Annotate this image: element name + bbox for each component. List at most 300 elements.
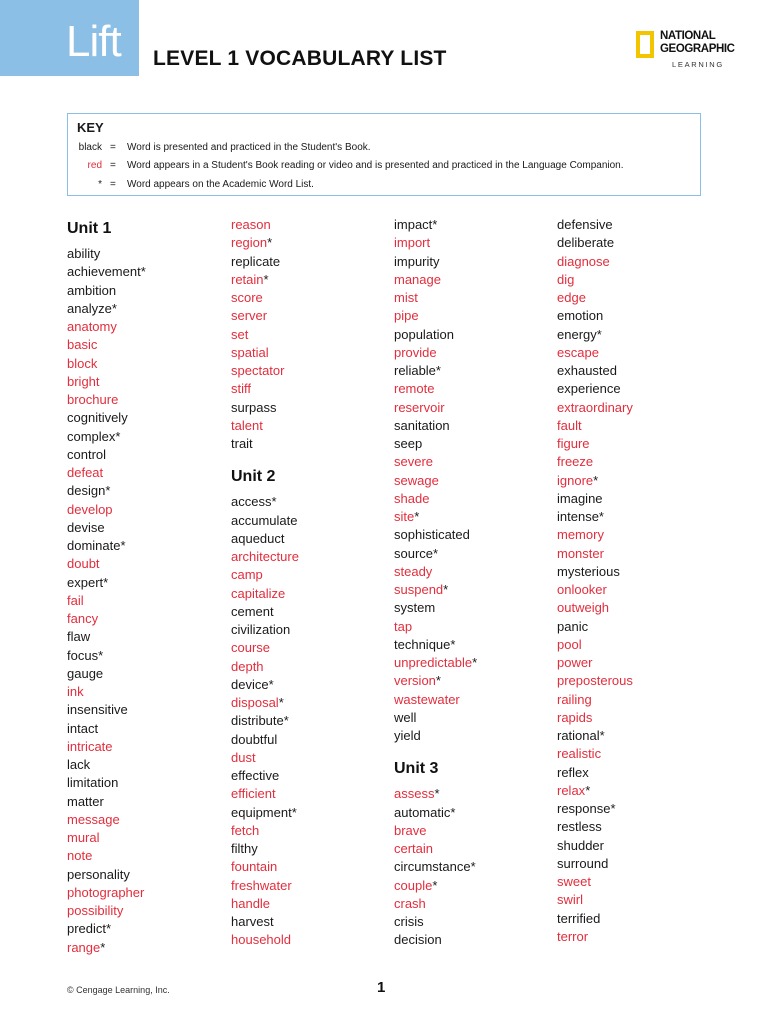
vocab-word [231,435,391,453]
vocab-word [557,399,717,417]
vocab-word-text: reflex [557,764,589,780]
vocab-word-text: diagnose [557,253,610,269]
vocab-word [557,727,717,745]
vocab-word [557,745,717,763]
vocab-word-text: panic [557,618,589,634]
vocab-word-text: efficient [231,786,276,802]
vocab-word-text: handle [231,895,271,911]
vocab-word-text: surround [557,855,609,871]
vocab-word-text: matter [67,793,104,809]
vocab-word [394,380,554,398]
vocab-word [394,804,554,822]
vocab-word [557,764,717,782]
vocab-word [394,785,554,803]
vocab-word [231,822,391,840]
vocab-word-text: course [231,640,271,656]
vocab-word-text: focus [67,647,99,663]
vocab-word-text: complex [67,428,116,444]
vocab-word [67,464,227,482]
vocab-word [557,326,717,344]
vocab-word [231,858,391,876]
vocab-word-text: restless [557,819,602,835]
academic-word-asterisk: * [414,509,420,524]
vocab-word [67,446,227,464]
vocab-word-text: replicate [231,253,281,269]
vocab-word [67,683,227,701]
vocab-word-text: possibility [67,903,124,918]
vocab-word-text: version [394,673,436,689]
copyright-notice: © Cengage Learning, Inc. [67,985,170,995]
vocab-word-text: suspend [394,582,444,597]
vocab-word-text: exhausted [557,363,617,378]
vocab-word [394,399,554,417]
vocab-word [231,840,391,858]
vocab-word [231,676,391,694]
vocab-word [394,709,554,727]
academic-word-asterisk: * [105,483,111,499]
vocab-word-text: shade [394,490,430,506]
vocab-column-1 [67,216,227,957]
vocab-word [231,362,391,380]
vocab-word-text: relax [557,782,586,798]
academic-word-asterisk: * [291,804,297,820]
vocab-word [394,526,554,544]
vocab-word [67,263,227,281]
vocab-word [231,603,391,621]
vocab-word-text: region [231,235,268,251]
vocab-word [394,490,554,508]
vocab-word [394,877,554,895]
vocab-word [67,847,227,865]
vocab-word-text: crash [394,895,426,911]
vocab-word-text: impurity [394,253,440,269]
vocab-word-text: brochure [67,392,119,407]
vocab-word-text: outweigh [557,600,610,616]
vocab-word [394,344,554,362]
vocab-word [557,344,717,362]
vocab-word [67,373,227,391]
lift-logo-text: Lift [66,17,121,66]
unit-heading: Unit 1 [67,220,112,237]
academic-word-asterisk: * [596,326,602,342]
vocab-word-text: range [67,939,101,955]
vocab-word [557,654,717,672]
vocab-word-text: lack [67,757,91,772]
vocab-word-text: rapids [557,709,593,725]
vocab-word-text: site [394,509,415,524]
vocab-word [231,417,391,435]
vocab-word-text: cement [231,603,274,619]
vocab-word-text: control [67,446,107,462]
vocab-word [557,672,717,690]
vocab-word [394,913,554,931]
academic-word-asterisk: * [120,538,126,553]
vocab-word-text: well [394,709,417,725]
vocab-word [231,512,391,530]
vocab-word [394,453,554,471]
vocab-word-text: impact [394,217,433,232]
vocab-word [557,271,717,289]
vocab-word-text: spatial [231,344,269,360]
vocab-word-text: imagine [557,490,603,506]
vocab-word [231,289,391,307]
vocab-word [557,636,717,654]
vocab-word-text: circumstance [394,859,471,875]
page-number: 1 [377,979,386,996]
vocab-word-text: shudder [557,837,604,853]
vocab-word [231,548,391,566]
vocab-word-text: reliable [394,363,436,378]
vocab-word-text: steady [394,563,433,579]
vocab-word-text: mural [67,830,100,845]
vocab-word [394,271,554,289]
vocab-word [231,804,391,822]
vocab-word [231,566,391,584]
vocab-word-text: ignore [557,472,594,488]
vocab-word-text: automatic [394,804,451,820]
vocab-word-text: dig [557,271,575,287]
vocab-word-text: reason [231,217,271,232]
key-title: KEY [77,120,104,135]
vocab-word [231,380,391,398]
vocab-word-text: yield [394,728,421,743]
vocab-word-text: cognitively [67,410,128,426]
vocab-word-text: note [67,848,93,864]
vocab-word-text: trait [231,436,253,451]
vocab-word [557,435,717,453]
vocab-word [557,526,717,544]
vocab-word [557,800,717,818]
vocab-word-text: bright [67,373,100,389]
vocab-word-text: realistic [557,746,602,762]
academic-word-asterisk: * [271,494,277,510]
vocab-word [67,793,227,811]
vocab-word [394,931,554,949]
vocab-word-text: reservoir [394,399,445,415]
academic-word-asterisk: * [432,217,438,232]
vocab-word-text: analyze [67,300,112,316]
vocab-word [394,472,554,490]
vocab-word-text: rational [557,728,600,743]
academic-word-asterisk: * [267,235,273,251]
vocab-word-text: server [231,308,268,324]
vocab-word-text: flaw [67,629,91,645]
vocab-word [67,829,227,847]
academic-word-asterisk: * [593,472,599,488]
vocab-word-text: sophisticated [394,527,470,543]
vocab-word [394,672,554,690]
vocab-word [557,417,717,435]
vocab-word-text: manage [394,271,441,287]
vocab-word [231,895,391,913]
vocab-word-text: photographer [67,884,145,900]
vocab-word [67,884,227,902]
academic-word-asterisk: * [585,782,591,798]
vocab-word [67,537,227,555]
vocab-word-text: ability [67,246,101,261]
academic-word-asterisk: * [434,786,440,802]
vocab-word [557,581,717,599]
vocab-word [394,216,554,234]
vocab-word [67,428,227,446]
unit-heading: Unit 2 [231,468,276,486]
vocab-word-text: architecture [231,549,299,564]
vocab-word [557,545,717,563]
vocab-word [231,767,391,785]
vocab-column-3 [394,216,554,950]
vocab-word-text: defensive [557,217,613,232]
vocab-word-text: railing [557,691,592,707]
vocab-word-text: mist [394,290,418,305]
vocab-word-text: source [394,545,434,561]
vocab-word [231,931,391,949]
vocab-word-text: aqueduct [231,530,285,546]
academic-word-asterisk: * [100,939,106,955]
vocab-word-text: set [231,326,249,342]
vocab-word-text: intense [557,509,599,524]
key-label: red [87,160,102,171]
vocab-word-text: defeat [67,465,104,480]
vocab-word [67,811,227,829]
logo-subtitle: LEARNING [672,60,724,69]
vocab-word [557,782,717,800]
vocab-word [557,253,717,271]
vocab-word [394,435,554,453]
vocab-word [557,453,717,471]
key-description: Word is presented and practiced in the Student's Book. [127,142,371,153]
vocab-word-text: decision [394,932,442,948]
vocab-word-text: surpass [231,399,277,415]
vocab-word-text: tap [394,618,413,634]
vocab-word [557,837,717,855]
vocab-word-text: personality [67,866,130,882]
logo-name: NATIONAL GEOGRAPHIC [660,30,735,55]
academic-word-asterisk: * [140,264,146,280]
vocab-word-text: device [231,676,269,692]
vocab-word-text: ink [67,684,84,699]
academic-word-asterisk: * [599,728,605,743]
vocab-word [394,727,554,745]
vocab-word [67,628,227,646]
vocab-word-text: monster [557,545,604,561]
vocab-word-text: household [231,932,291,948]
vocab-word-text: spectator [231,363,285,378]
vocab-word [557,216,717,234]
vocab-word-text: terrified [557,910,601,926]
vocab-word [557,234,717,252]
vocab-word [67,482,227,500]
vocab-word [557,362,717,380]
vocab-word-text: unpredictable [394,655,473,670]
vocab-word [557,289,717,307]
vocab-word-text: message [67,811,120,827]
vocab-word-text: fail [67,592,84,608]
vocab-word-text: intricate [67,738,113,754]
academic-word-asterisk: * [470,859,476,875]
national-geographic-logo [634,30,744,72]
vocab-word [231,694,391,712]
vocab-word-text: certain [394,841,434,856]
vocab-word-text: doubt [67,556,100,572]
vocab-word-text: filthy [231,841,258,856]
vocab-word-text: freeze [557,454,594,470]
vocab-word [231,234,391,252]
vocab-word-text: ambition [67,282,117,298]
vocab-word [67,282,227,300]
vocab-word [394,840,554,858]
academic-word-asterisk: * [278,695,284,710]
vocab-word [394,822,554,840]
vocab-word [231,216,391,234]
vocab-word-text: intact [67,720,99,736]
vocab-word-text: wastewater [394,691,460,707]
vocab-word-text: access [231,494,272,510]
vocab-word-text: terror [557,928,589,944]
vocab-word [67,756,227,774]
vocab-word-text: expert [67,574,104,590]
vocab-word-text: crisis [394,914,424,929]
page-title: LEVEL 1 VOCABULARY LIST [153,47,447,70]
vocab-word-text: insensitive [67,702,128,718]
vocab-word-text: energy [557,326,597,342]
vocab-word-text: response [557,801,611,816]
vocab-word-text: gauge [67,665,104,681]
vocab-word-text: basic [67,337,98,353]
vocab-word [67,574,227,592]
vocab-word [67,519,227,537]
vocab-word-text: anatomy [67,319,117,334]
vocab-word-text: technique [394,636,451,652]
vocab-word [67,610,227,628]
vocab-word [231,639,391,657]
academic-word-asterisk: * [472,655,478,670]
vocab-word [67,555,227,573]
key-equals: = [110,179,116,190]
academic-word-asterisk: * [115,428,121,444]
academic-word-asterisk: * [103,574,109,590]
vocab-word [557,490,717,508]
academic-word-asterisk: * [443,582,449,597]
vocab-word-text: talent [231,417,263,433]
vocab-word-text: onlooker [557,582,607,597]
vocab-word [394,326,554,344]
vocab-word [557,855,717,873]
academic-word-asterisk: * [106,921,112,937]
vocab-word [557,563,717,581]
academic-word-asterisk: * [111,300,117,316]
vocab-word-text: design [67,483,106,499]
vocab-word-text: score [231,290,263,305]
vocab-word [67,738,227,756]
vocab-word-text: deliberate [557,235,615,251]
vocab-word [231,731,391,749]
vocab-word [394,545,554,563]
vocab-word [67,409,227,427]
academic-word-asterisk: * [263,271,269,287]
vocab-word [231,658,391,676]
vocab-word-text: memory [557,527,604,543]
vocab-word-text: severe [394,454,434,470]
vocab-word-text: disposal [231,695,279,710]
vocab-word [394,417,554,435]
vocab-word-text: fetch [231,822,260,838]
vocab-word-text: camp [231,567,263,583]
key-equals: = [110,142,116,153]
academic-word-asterisk: * [432,877,438,893]
vocab-word [231,749,391,767]
vocab-word [394,858,554,876]
vocab-column-4 [557,216,717,946]
academic-word-asterisk: * [268,676,274,692]
vocab-word [231,253,391,271]
vocab-word-text: fault [557,417,582,433]
vocab-word-text: brave [394,822,427,838]
vocab-word [557,910,717,928]
vocab-word [394,654,554,672]
vocab-word-text: seep [394,436,423,451]
key-box [67,113,701,196]
vocab-word-text: civilization [231,622,291,637]
vocab-word [67,720,227,738]
yellow-frame-icon [636,31,654,58]
academic-word-asterisk: * [450,636,456,652]
vocab-word-text: swirl [557,892,583,908]
vocab-word [557,307,717,325]
vocab-word-text: remote [394,381,435,397]
vocab-word [231,621,391,639]
vocab-word [67,355,227,373]
vocab-word [67,245,227,263]
vocab-word-text: retain [231,271,264,287]
vocab-word [557,818,717,836]
academic-word-asterisk: * [598,509,604,524]
vocab-word [394,895,554,913]
vocab-word [231,493,391,511]
vocab-word [67,336,227,354]
vocab-word-text: mysterious [557,563,620,579]
key-description: Word appears in a Student's Book reading or video and is presented and practiced in the Language Companion. [127,160,624,171]
vocab-word-text: accumulate [231,512,298,528]
vocab-word [231,585,391,603]
vocab-word-text: assess [394,786,435,802]
vocab-word [394,307,554,325]
vocab-word [231,712,391,730]
vocab-word [394,253,554,271]
vocab-word [231,326,391,344]
vocab-word [231,399,391,417]
vocab-word-text: sweet [557,874,591,889]
vocab-word-text: equipment [231,804,292,820]
vocab-word-text: fountain [231,859,278,875]
vocab-word-text: emotion [557,308,604,324]
vocab-word [67,300,227,318]
vocab-word [67,902,227,920]
vocab-word [394,563,554,581]
key-label: black [78,142,102,153]
vocab-word [394,618,554,636]
vocab-word-text: extraordinary [557,399,633,415]
vocab-column-2 [231,216,391,950]
vocab-word [231,913,391,931]
vocab-word [67,774,227,792]
vocab-word [394,362,554,380]
vocab-word-text: couple [394,877,433,893]
vocab-word-text: capitalize [231,585,286,601]
vocab-word-text: provide [394,344,437,360]
academic-word-asterisk: * [610,801,616,816]
vocab-word [231,530,391,548]
vocab-word [231,344,391,362]
